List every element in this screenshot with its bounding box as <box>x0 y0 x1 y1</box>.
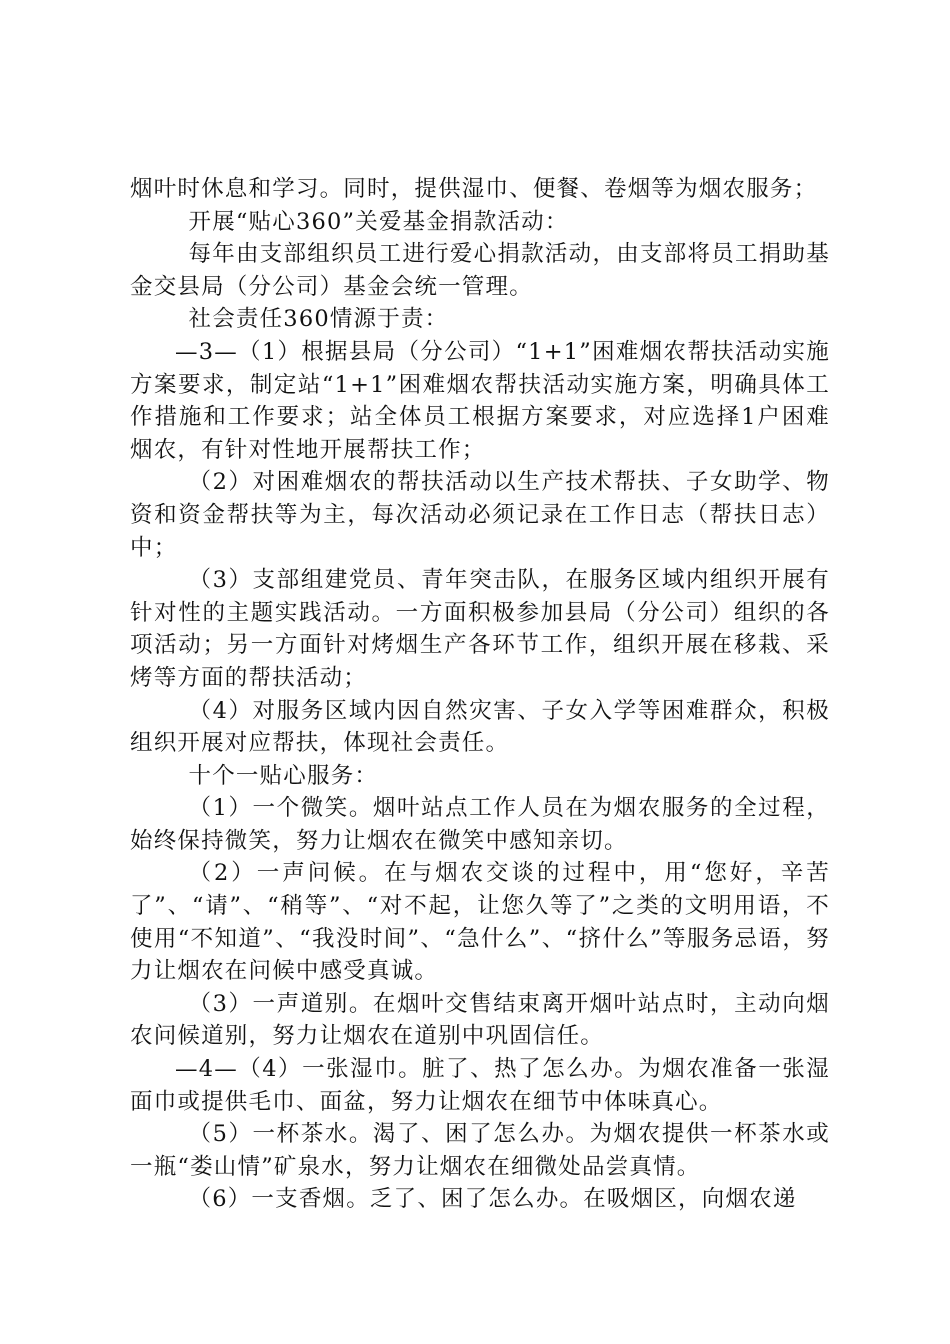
paragraph: （1）一个微笑。烟叶站点工作人员在为烟农服务的全过程，始终保持微笑，努力让烟农在微笑中感知亲切。 <box>130 795 830 854</box>
paragraph: （2）对困难烟农的帮扶活动以生产技术帮扶、子女助学、物资和资金帮扶等为主，每次活动必须记录在工作日志（帮扶日志）中； <box>130 469 830 561</box>
paragraph: 每年由支部组织员工进行爱心捐款活动，由支部将员工捐助基金交县局（分公司）基金会统一管理。 <box>130 241 830 300</box>
paragraph: （3）一声道别。在烟叶交售结束离开烟叶站点时，主动向烟农问候道别，努力让烟农在道别中巩固信任。 <box>130 990 830 1050</box>
paragraph: （2）一声问候。在与烟农交谈的过程中，用“您好，辛苦了”、“请”、“稍等”、“对不起，让您久等了”之类的文明用语，不使用“不知道”、“我没时间”、“急什么”、“挤什么”等服务忌语，努力让烟农在问候中感受真诚。 <box>130 860 830 985</box>
paragraph: （5）一杯茶水。渴了、困了怎么办。为烟农提供一杯茶水或一瓶“娄山情”矿泉水，努力让烟农在细微处品尝真情。 <box>130 1121 830 1180</box>
paragraph: 开展“贴心360”关爱基金捐款活动： <box>188 208 569 235</box>
paragraph: —3—（1）根据县局（分公司）“1+1”困难烟农帮扶活动实施方案要求，制定站“1+1”困难烟农帮扶活动实施方案，明确具体工作措施和工作要求；站全体员工根据方案要求，对应选择1户困难烟农，有针对性地开展帮扶工作； <box>130 338 830 463</box>
paragraph: 十个一贴心服务： <box>188 762 379 789</box>
paragraph: 社会责任360情源于责： <box>188 306 449 333</box>
paragraph: （4）对服务区域内因自然灾害、子女入学等困难群众，积极组织开展对应帮扶，体现社会责任。 <box>130 697 830 757</box>
paragraph: 烟叶时休息和学习。同时，提供湿巾、便餐、卷烟等为烟农服务； <box>130 176 818 202</box>
paragraph: —4—（4）一张湿巾。脏了、热了怎么办。为烟农准备一张湿面巾或提供毛巾、面盆，努力让烟农在细节中体味真心。 <box>130 1056 830 1115</box>
paragraph: （6）一支香烟。乏了、困了怎么办。在吸烟区，向烟农递 <box>188 1186 797 1213</box>
paragraph: （3）支部组建党员、青年突击队，在服务区域内组织开展有针对性的主题实践活动。一方面积极参加县局（分公司）组织的各项活动；另一方面针对烤烟生产各环节工作，组织开展在移栽、采烤等方面的帮扶活动； <box>130 567 830 691</box>
document-body <box>130 173 830 1216</box>
